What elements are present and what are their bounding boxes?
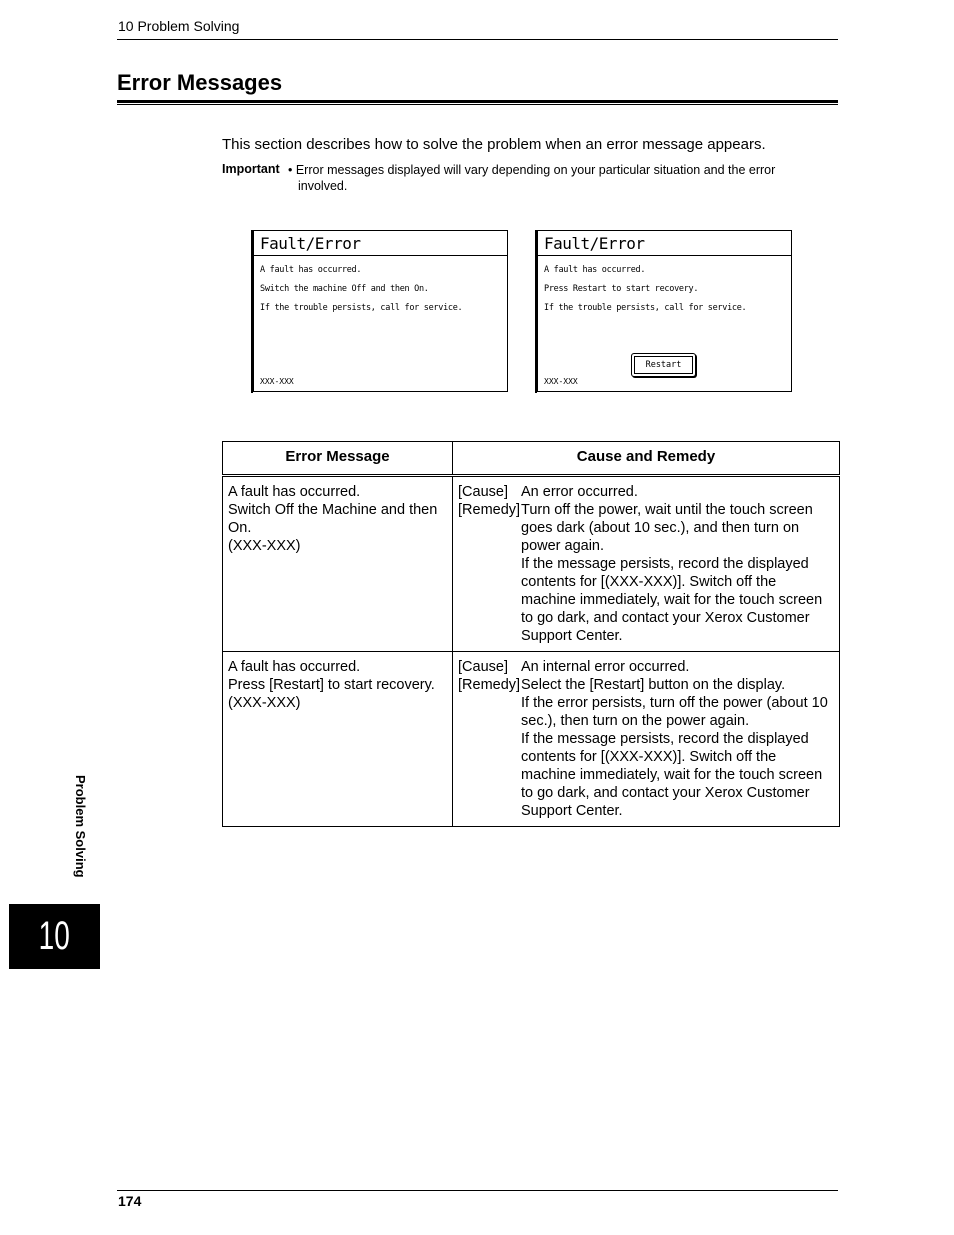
section-title: Error Messages (117, 70, 283, 95)
remedy-text-more: If the message persists, record the displayed contents for [(XXX-XXX)]. Switch off the machine immediately, wait for the touch screen to go dark, and contact your Xerox Customer Support Center. (521, 556, 823, 644)
error-code: XXX-XXX (260, 377, 294, 386)
title-rule (117, 100, 838, 103)
screen-line: Switch the machine Off and then On. (260, 284, 429, 294)
cause-text: An error occurred. (521, 484, 638, 500)
fault-screen-power-cycle (253, 230, 508, 392)
title-rule-thin (117, 104, 838, 105)
message-line: Switch Off the Machine and then On. (228, 502, 438, 536)
screen-line: If the trouble persists, call for service. (260, 303, 463, 313)
chapter-side-label: Problem Solving (73, 775, 88, 878)
message-line: (XXX-XXX) (228, 695, 301, 711)
error-message-cell (223, 476, 453, 652)
restart-button: Restart (631, 353, 696, 377)
intro-paragraph: This section describes how to solve the problem when an error message appears. (222, 136, 766, 153)
column-header-error-message: Error Message (223, 442, 453, 476)
screen-line: A fault has occurred. (260, 265, 362, 275)
message-line: Press [Restart] to start recovery. (228, 677, 435, 693)
screen-title: Fault/Error (254, 231, 507, 256)
cause-key: [Cause] (458, 484, 508, 500)
chapter-number: 10 (38, 914, 71, 958)
screen-line: Press Restart to start recovery. (544, 284, 699, 294)
table-header-row (223, 442, 840, 476)
running-header: 10 Problem Solving (118, 18, 240, 34)
footer-rule (117, 1190, 838, 1191)
remedy-text: Turn off the power, wait until the touch screen goes dark (about 10 sec.), and then turn on power again. (521, 502, 813, 554)
remedy-text-more: If the message persists, record the displayed contents for [(XXX-XXX)]. Switch off the machine immediately, wait for the touch screen to go dark, and contact your Xerox Customer Support Center. (521, 731, 823, 819)
message-line: A fault has occurred. (228, 659, 361, 675)
important-note: • Error messages displayed will vary depending on your particular situation and the error involved. (288, 163, 776, 193)
message-line: (XXX-XXX) (228, 538, 301, 554)
message-line: A fault has occurred. (228, 484, 361, 500)
page-number: 174 (118, 1193, 142, 1209)
chapter-number-tab (9, 904, 100, 969)
cause-text: An internal error occurred. (521, 659, 690, 675)
header-rule (117, 39, 838, 40)
cause-remedy-cell (453, 476, 840, 652)
remedy-text-more: If the error persists, turn off the power (about 10 sec.), then turn on the power again. (521, 695, 828, 729)
fault-screen-restart (537, 230, 792, 392)
cause-remedy-cell (453, 652, 840, 827)
column-header-cause-remedy: Cause and Remedy (453, 442, 840, 476)
screen-line: A fault has occurred. (544, 265, 646, 275)
table-row (223, 652, 840, 827)
important-label: Important (222, 162, 280, 176)
error-code: XXX-XXX (544, 377, 578, 386)
remedy-key: [Remedy] (458, 677, 521, 693)
screen-line: If the trouble persists, call for service. (544, 303, 747, 313)
error-message-cell (223, 652, 453, 827)
error-message-table (222, 441, 840, 827)
cause-key: [Cause] (458, 659, 508, 675)
remedy-text: Select the [Restart] button on the display. (521, 677, 786, 693)
table-row (223, 476, 840, 652)
remedy-key: [Remedy] (458, 502, 521, 518)
screen-title: Fault/Error (538, 231, 791, 256)
